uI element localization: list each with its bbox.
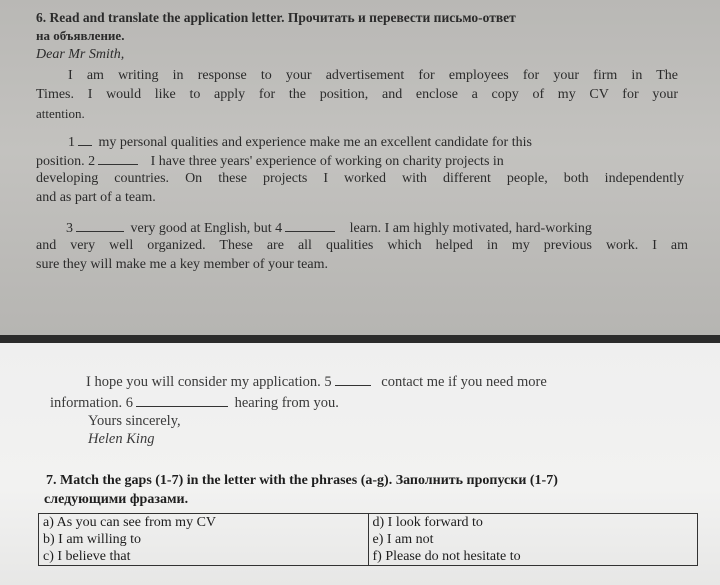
sign-off: Yours sincerely,: [88, 413, 181, 429]
phrases-row: [39, 548, 698, 566]
photo-divider: [0, 335, 720, 343]
p2-line2-start: position. 2: [36, 154, 96, 169]
phrase-option: c) I believe that: [39, 548, 369, 566]
letter-p3-line2: and very well organized. These are all qualities which helped in my previous work. I am: [36, 238, 688, 253]
p3-line1-end: learn. I am highly motivated, hard-working: [349, 221, 592, 236]
phrases-row: [39, 531, 698, 548]
phrases-row: [39, 514, 698, 532]
closing-line1-start: I hope you will consider my application. 5: [86, 374, 332, 390]
closing-line2-start: information. 6: [50, 395, 133, 411]
phrase-option: f) Please do not hesitate to: [368, 548, 698, 566]
gap-4-blank: [285, 219, 335, 232]
letter-p2-line1: [68, 133, 680, 151]
task6-title-ru: Прочитать и перевести письмо-ответ: [287, 10, 516, 25]
task6-title-ru-2: на объявление.: [36, 28, 125, 43]
letter-p1-line2: Times. I would like to apply for the position, and enclose a copy of my CV for your: [36, 87, 678, 102]
gap-5-blank: [335, 373, 371, 386]
phrase-option: e) I am not: [368, 531, 698, 548]
gap-6-blank: [136, 394, 228, 407]
letter-p2-line3: developing countries. On these projects I worked with different people, both independently: [36, 171, 684, 186]
p2-line2-end: I have three years' experience of working on charity projects in: [150, 154, 504, 169]
letter-salutation: Dear Mr Smith,: [36, 47, 125, 62]
p3-line1-start: very good at English, but 4: [130, 221, 283, 236]
p2-line1-text: my personal qualities and experience make me an excellent candidate for this: [98, 135, 532, 150]
letter-p1-line3: attention.: [36, 106, 85, 121]
gap-3-number: 3: [66, 221, 73, 236]
task7-title-ru: Заполнить пропуски (1-7): [395, 473, 558, 488]
signature-name: Helen King: [88, 431, 155, 447]
gap-2-blank: [98, 152, 138, 165]
task7-title-2: следующими фразами.: [44, 492, 189, 507]
task6-title-en: 6. Read and translate the application letter.: [36, 10, 285, 25]
closing-line2: [50, 394, 339, 411]
task6-title: [36, 10, 516, 26]
phrases-table: [38, 513, 698, 566]
letter-p1-line1: I am writing in response to your advertisement for employees for your firm in The: [68, 68, 678, 83]
closing-line2-end: hearing from you.: [234, 395, 339, 411]
letter-p2-line4: and as part of a team.: [36, 190, 156, 205]
letter-p3-line1: [66, 219, 688, 237]
letter-p3-line3: sure they will make me a key member of your team.: [36, 257, 328, 272]
phrase-option: b) I am willing to: [39, 531, 369, 548]
gap-1-blank: [78, 133, 92, 146]
phrase-option: d) I look forward to: [368, 514, 698, 532]
closing-line1-end: contact me if you need more: [381, 374, 547, 390]
phrase-option: a) As you can see from my CV: [39, 514, 369, 532]
gap-1-number: 1: [68, 135, 75, 150]
letter-p2-line2: [36, 152, 682, 170]
task7-title-en: 7. Match the gaps (1-7) in the letter with the phrases (a-g).: [46, 473, 393, 488]
closing-line1: [86, 373, 547, 390]
task7-title: [46, 473, 558, 489]
gap-3-blank: [76, 219, 124, 232]
